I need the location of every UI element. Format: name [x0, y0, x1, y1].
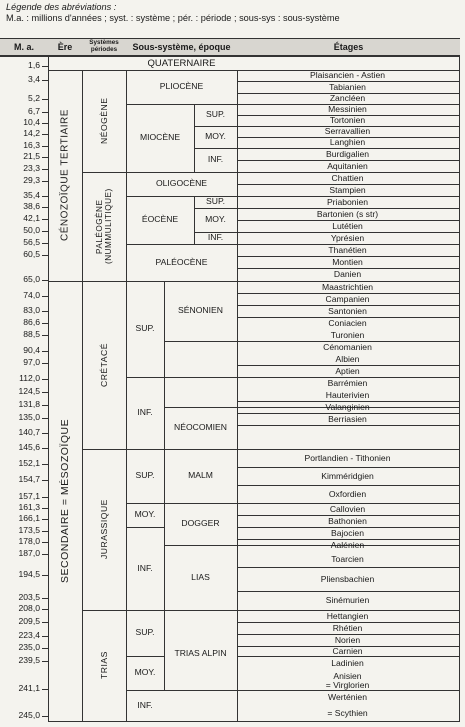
ma-tick — [42, 636, 49, 637]
etage-row: Lutétien — [332, 221, 363, 231]
ma-tick — [42, 112, 49, 113]
ma-tick — [42, 497, 49, 498]
systeme-neogene: NÉOGÈNE — [99, 97, 109, 145]
ma-tick — [42, 296, 49, 297]
ma-tick — [42, 80, 49, 81]
ma-value: 38,6 — [23, 201, 40, 211]
eocene-sup: SUP. — [206, 196, 225, 207]
ma-tick — [42, 648, 49, 649]
etage-row: Carnien — [332, 646, 363, 656]
etage-row: Aalénien — [330, 540, 365, 550]
etage-row: Anisien — [333, 671, 362, 681]
ma-tick — [42, 66, 49, 67]
header-systemes: Systèmes périodes — [82, 38, 126, 56]
etage-row: Rhétien — [332, 623, 363, 633]
ma-tick — [42, 622, 49, 623]
etage-row: Portlandien - Tithonien — [304, 453, 391, 463]
ma-value: 112,0 — [19, 373, 40, 383]
ma-value: 97,0 — [23, 357, 40, 367]
ma-tick — [42, 554, 49, 555]
eocene-inf: INF. — [207, 232, 224, 243]
ma-tick — [42, 542, 49, 543]
jurassique-inf: INF. — [137, 562, 153, 573]
ere-cenozoique: CÉNOZOÏQUE TERTIAIRE — [59, 109, 71, 242]
etage-row: Berriasien — [328, 414, 367, 424]
etage-row: Danien — [333, 269, 362, 279]
ma-value: 135,0 — [18, 412, 40, 422]
ma-value: 90,4 — [23, 345, 40, 355]
ma-value: 88,5 — [23, 329, 40, 339]
etage-row: Zancléen — [329, 93, 366, 103]
etage-row: Santonien — [328, 306, 367, 316]
etage-row: Bathonien — [328, 516, 367, 526]
systeme-cretace: CRÉTACÉ — [99, 343, 109, 387]
ma-value: 60,5 — [23, 249, 40, 259]
ma-value: 10,4 — [23, 117, 40, 127]
ma-tick — [42, 146, 49, 147]
miocene: MIOCÈNE — [139, 132, 181, 143]
ma-tick — [42, 689, 49, 690]
miocene-inf: INF. — [207, 154, 224, 165]
ma-tick — [42, 448, 49, 449]
ma-value: 21,5 — [23, 151, 40, 161]
etage-row: = Scythien — [327, 708, 368, 718]
ma-tick — [42, 243, 49, 244]
ma-tick — [42, 418, 49, 419]
etage-row: Pliensbachien — [320, 574, 375, 584]
ma-tick — [42, 255, 49, 256]
ma-tick — [42, 123, 49, 124]
ma-value: 178,0 — [18, 536, 40, 546]
etage-row: Priabonien — [326, 197, 369, 207]
ma-value: 131,8 — [18, 399, 40, 409]
etage-row: Tortonien — [329, 115, 366, 125]
etage-row: Langhien — [329, 137, 366, 147]
ma-tick — [42, 480, 49, 481]
etage-row: Montien — [332, 257, 363, 267]
legend-text: M.a. : millions d'années ; syst. : système ; pér. : période ; sous-sys : sous-système — [6, 13, 340, 23]
etage-row: Oxfordien — [328, 489, 367, 499]
ma-value: 161,3 — [18, 502, 40, 512]
etage-row: Norien — [334, 635, 361, 645]
ma-value: 245,0 — [18, 710, 40, 720]
etage-row: Messinien — [328, 104, 367, 114]
ma-tick — [42, 157, 49, 158]
trias-alpin: TRIAS ALPIN — [174, 648, 227, 658]
etage-row: Stampien — [329, 185, 366, 195]
etage-row: Hettangien — [326, 611, 369, 621]
etage-row: Valanginien — [325, 402, 370, 412]
ma-value: 23,3 — [23, 163, 40, 173]
ma-value: 3,4 — [28, 74, 40, 84]
etage-row: Sinémurien — [325, 595, 370, 605]
ma-tick — [42, 598, 49, 599]
ma-value: 203,5 — [18, 592, 40, 602]
etage-row: Aquitanien — [327, 161, 368, 171]
ma-value: 145,6 — [18, 442, 40, 452]
trias-moy: MOY. — [134, 667, 156, 678]
etage-row: Burdigalien — [326, 149, 369, 159]
cretace-sup: SUP. — [135, 323, 155, 334]
ma-value: 140,7 — [18, 427, 40, 437]
miocene-sup: SUP. — [206, 109, 225, 120]
ma-tick — [42, 335, 49, 336]
etage-divider — [237, 425, 460, 426]
lias: LIAS — [191, 571, 210, 582]
etage-row: Maastrichtien — [321, 282, 374, 292]
ma-value: 86,6 — [23, 317, 40, 327]
etage-row: Bartonien (s str) — [316, 209, 379, 219]
ma-value: 65,0 — [23, 274, 40, 284]
ma-tick — [42, 661, 49, 662]
ma-value: 223,4 — [18, 630, 40, 640]
ma-value: 187,0 — [18, 548, 40, 558]
ma-value: 1,6 — [28, 60, 40, 70]
etage-row: = Virglorien — [325, 680, 370, 690]
etage-row: Thanétien — [328, 245, 367, 255]
ma-tick — [42, 169, 49, 170]
ma-tick — [42, 181, 49, 182]
ma-value: 14,2 — [23, 128, 40, 138]
etage-row: Turonien — [330, 330, 365, 340]
ma-tick — [42, 433, 49, 434]
jurassique-sup: SUP. — [135, 470, 155, 481]
ma-tick — [42, 196, 49, 197]
etage-row: Tabianien — [329, 82, 366, 92]
ma-tick — [42, 323, 49, 324]
etage-row: Bajocien — [331, 528, 364, 538]
ma-value: 83,0 — [23, 305, 40, 315]
ma-value: 239,5 — [18, 655, 40, 665]
ma-tick — [42, 392, 49, 393]
ma-value: 5,2 — [28, 93, 40, 103]
ma-tick — [42, 531, 49, 532]
ere-secondaire: SECONDAIRE = MÉSOZOÏQUE — [59, 418, 71, 584]
ma-tick — [42, 508, 49, 509]
ma-tick — [42, 351, 49, 352]
ma-value: 29,3 — [23, 175, 40, 185]
neocomien: NÉOCOMIEN — [174, 422, 227, 433]
etage-row: Albien — [335, 354, 360, 364]
quaternaire: QUATERNAIRE — [147, 58, 216, 70]
cretace-inf: INF. — [137, 407, 153, 418]
ma-value: 74,0 — [23, 290, 40, 300]
dogger: DOGGER — [181, 518, 220, 529]
header-ma: M. a. — [0, 38, 48, 56]
etage-row: Barrémien — [327, 378, 368, 388]
ma-tick — [42, 716, 49, 717]
ma-tick — [42, 363, 49, 364]
ma-value: 209,5 — [18, 616, 40, 626]
pliocene: PLIOCÈNE — [159, 81, 204, 92]
ma-tick — [42, 379, 49, 380]
header-ere: Ère — [48, 38, 82, 56]
jurassique-moy: MOY. — [134, 509, 156, 520]
ma-value: 194,5 — [18, 569, 40, 579]
ma-value: 35,4 — [23, 190, 40, 200]
etage-row: Aptien — [335, 366, 360, 376]
etage-row: Plaisancien - Astien — [310, 70, 385, 80]
header-etages: Étages — [237, 38, 460, 56]
ma-value: 152,1 — [18, 458, 40, 468]
etage-row: Kimméridgien — [321, 471, 374, 481]
etage-row: Campanien — [325, 294, 370, 304]
eocene-moy: MOY. — [205, 214, 226, 225]
ma-tick — [42, 99, 49, 100]
ma-tick — [42, 207, 49, 208]
ma-tick — [42, 609, 49, 610]
trias-sup: SUP. — [135, 627, 155, 638]
legend-title: Légende des abréviations : — [6, 2, 117, 12]
ma-tick — [42, 405, 49, 406]
etage-row: Callovien — [329, 504, 366, 514]
systeme-jurassique: JURASSIQUE — [99, 499, 109, 560]
header-sous-systeme: Sous-système, époque — [126, 38, 237, 56]
ma-value: 166,1 — [18, 513, 40, 523]
etage-row: Cénomanien — [323, 342, 372, 352]
ma-value: 50,0 — [23, 225, 40, 235]
trias-inf: INF. — [137, 699, 153, 710]
ma-tick — [42, 464, 49, 465]
ma-value: 42,1 — [23, 213, 40, 223]
ma-tick — [42, 231, 49, 232]
ma-value: 124,5 — [18, 386, 40, 396]
ma-value: 154,7 — [18, 474, 40, 484]
eocene: ÉOCÈNE — [141, 214, 179, 225]
etage-row: Ladinien — [331, 658, 364, 668]
etage-row: Coniacien — [328, 318, 367, 328]
malm: MALM — [188, 470, 213, 481]
etage-row: Chattien — [331, 173, 364, 183]
systeme-paleogene: PALÉOGÈNE (NUMMULITIQUE) — [95, 188, 113, 265]
ma-tick — [42, 280, 49, 281]
paleocene: PALÉOCÈNE — [155, 256, 208, 267]
ma-tick — [42, 134, 49, 135]
ma-value: 56,5 — [23, 237, 40, 247]
ma-value: 208,0 — [18, 603, 40, 613]
miocene-moy: MOY. — [205, 131, 226, 142]
oligocene: OLIGOCÈNE — [155, 178, 208, 189]
ma-value: 157,1 — [18, 491, 40, 501]
ma-value: 235,0 — [18, 642, 40, 652]
ma-tick — [42, 311, 49, 312]
etage-row: Werténien — [327, 692, 367, 702]
ma-tick — [42, 519, 49, 520]
ma-value: 6,7 — [28, 106, 40, 116]
senonien: SÉNONIEN — [178, 305, 223, 316]
etage-row: Yprésien — [330, 233, 365, 243]
ma-value: 173,5 — [18, 525, 40, 535]
ma-value: 16,3 — [23, 140, 40, 150]
ma-tick — [42, 219, 49, 220]
etage-row: Hauterivien — [325, 390, 370, 400]
systeme-trias: TRIAS — [99, 651, 109, 680]
ma-value: 241,1 — [18, 683, 40, 693]
etage-row: Toarcien — [331, 554, 364, 564]
etage-row: Serravallien — [324, 126, 371, 136]
ma-tick — [42, 575, 49, 576]
